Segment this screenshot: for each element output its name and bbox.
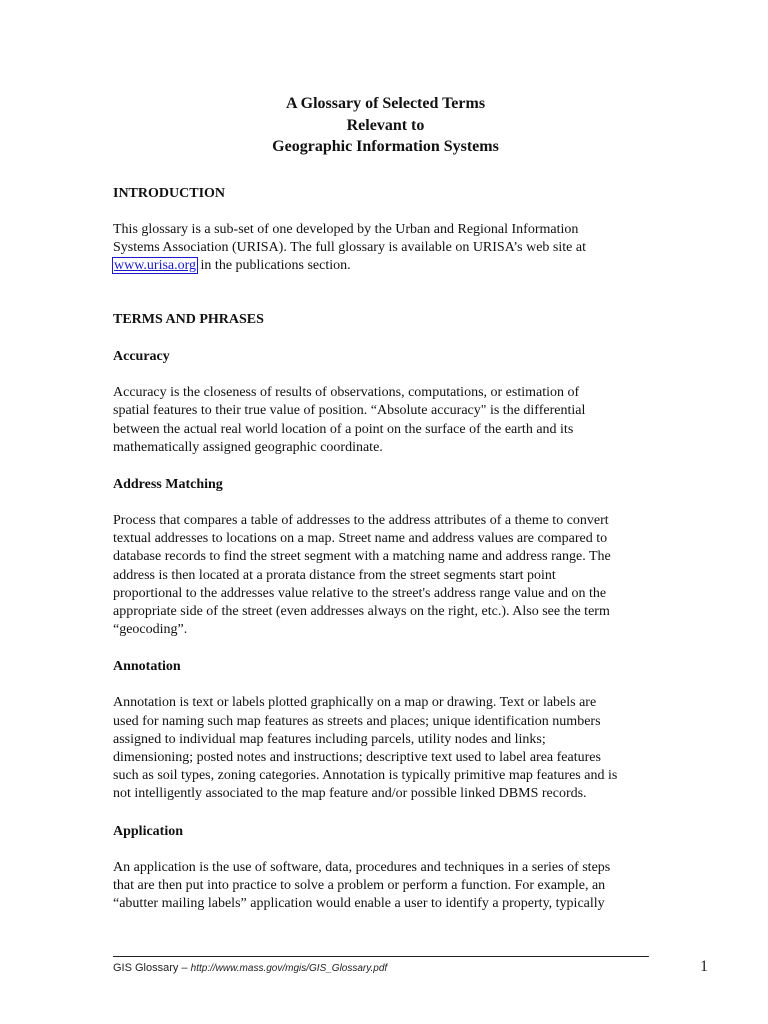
title-line-3: Geographic Information Systems [272, 138, 499, 155]
footer-divider [113, 956, 649, 957]
intro-line-3 [113, 257, 658, 275]
definition-line: database records to find the street segment with a matching name and address range. The [113, 549, 611, 565]
term-entry [113, 348, 658, 457]
footer-label: GIS Glossary [113, 962, 179, 974]
term-definition [113, 384, 658, 457]
definition-line: assigned to individual map features including parcels, utility nodes and links; [113, 731, 546, 747]
definition-line: that are then put into practice to solve a problem or perform a function. For example, an [113, 877, 606, 893]
term-entry [113, 823, 658, 914]
definition-line: Process that compares a table of addresses to the address attributes of a theme to convert [113, 512, 609, 528]
footer-separator: – [178, 962, 191, 974]
document-page [113, 93, 658, 913]
definition-line: such as soil types, zoning categories. Annotation is typically primitive map features and is [113, 768, 618, 784]
introduction-paragraph [113, 221, 658, 276]
definition-line: used for naming such map features as streets and places; unique identification numbers [113, 713, 601, 729]
term-definition [113, 859, 658, 914]
definition-line: proportional to the addresses value relative to the street's address range value and on the [113, 585, 607, 601]
definition-line: “abutter mailing labels” application would enable a user to identify a property, typically [113, 895, 605, 911]
definition-line: An application is the use of software, data, procedures and techniques in a series of steps [113, 859, 611, 875]
definition-line: between the actual real world location of a point on the surface of the earth and its [113, 421, 574, 437]
term-heading: Address Matching [113, 476, 223, 492]
page-number: 1 [700, 958, 708, 975]
definition-line: Annotation is text or labels plotted graphically on a map or drawing. Text or labels are [113, 695, 597, 711]
title-line-2: Relevant to [346, 116, 425, 134]
urisa-link[interactable]: www.urisa.org [114, 257, 197, 273]
term-heading: Annotation [113, 659, 181, 675]
title-line-1: A Glossary of Selected Terms [285, 95, 486, 112]
intro-line-2: Systems Association (URISA). The full glossary is available on URISA’s web site at [113, 239, 586, 255]
term-definition [113, 694, 658, 803]
definition-line: appropriate side of the street (even addresses always on the right, etc.). Also see the term [113, 603, 610, 619]
definition-line: “geocoding”. [113, 622, 188, 638]
page-footer [113, 962, 708, 974]
intro-line-3-rest: in the publications section. [197, 257, 351, 273]
term-heading: Accuracy [113, 349, 170, 365]
definition-line: mathematically assigned geographic coordinate. [113, 439, 383, 455]
term-entry [113, 658, 658, 803]
term-entry [113, 476, 658, 639]
document-title [113, 93, 658, 158]
term-heading: Application [113, 823, 184, 839]
terms-list [113, 348, 658, 913]
definition-line: textual addresses to locations on a map. Street name and address values are compared to [113, 531, 608, 547]
definition-line: not intelligently associated to the map feature and/or possible linked DBMS records. [113, 786, 587, 802]
terms-heading: TERMS AND PHRASES [113, 312, 264, 328]
definition-line: dimensioning; posted notes and instructions; descriptive text used to label area features [113, 749, 601, 765]
introduction-heading: INTRODUCTION [113, 185, 226, 201]
footer-url: http://www.mass.gov/mgis/GIS_Glossary.pdf [190, 963, 388, 974]
definition-line: address is then located at a prorata distance from the street segments start point [113, 567, 556, 583]
intro-line-1: This glossary is a sub-set of one developed by the Urban and Regional Information [113, 221, 579, 237]
definition-line: Accuracy is the closeness of results of observations, computations, or estimation of [113, 385, 580, 401]
definition-line: spatial features to their true value of position. “Absolute accuracy" is the differential [113, 403, 586, 419]
term-definition [113, 512, 658, 639]
